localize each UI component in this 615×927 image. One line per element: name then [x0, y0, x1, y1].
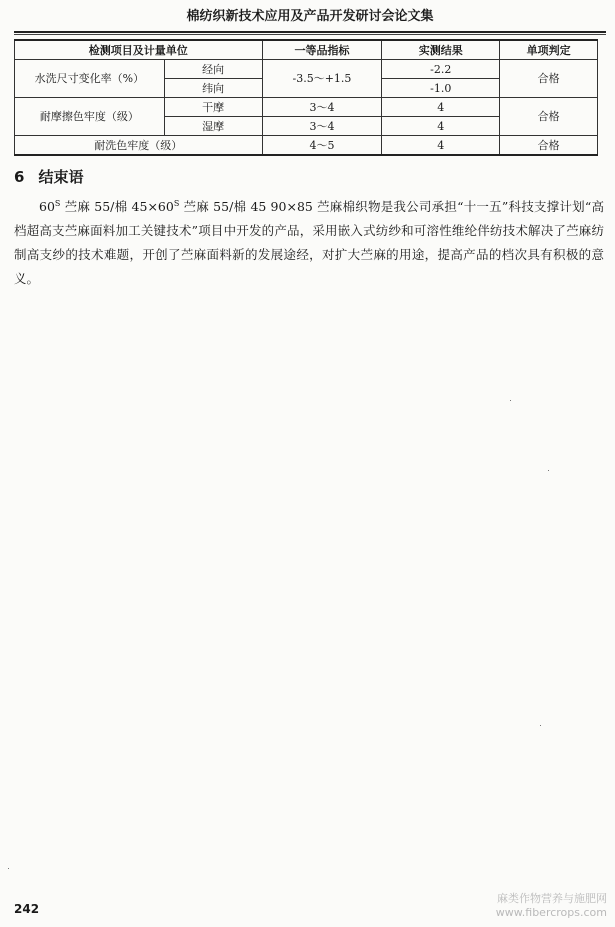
- row-label-wash-size: 水洗尺寸变化率（%）: [15, 60, 165, 98]
- section-number: 6: [14, 168, 25, 186]
- section-heading: [14, 166, 83, 187]
- result-dry: 4: [382, 98, 500, 117]
- sub-label-warp: 经向: [164, 60, 262, 79]
- paragraph-text: 60: [39, 199, 55, 215]
- header-rule: [14, 31, 606, 33]
- row-label-wash-fastness: 耐洗色牢度（级）: [15, 136, 263, 156]
- scan-speck: [510, 400, 511, 401]
- scan-speck: [8, 868, 9, 869]
- sub-label-weft: 纬向: [164, 79, 262, 98]
- standard-dry: 3～4: [262, 98, 382, 117]
- col-header-item: 检测项目及计量单位: [15, 40, 263, 60]
- paragraph-text: 苎麻 55/棉 45×60: [60, 199, 174, 215]
- page-number: 242: [14, 902, 40, 916]
- watermark-line: 麻类作物营养与施肥网: [497, 892, 607, 905]
- header-rule-thin: [14, 34, 606, 35]
- row-label-rub-fastness: 耐摩擦色牢度（级）: [15, 98, 165, 136]
- result-wash-fastness: 4: [382, 136, 500, 156]
- standard-wet: 3～4: [262, 117, 382, 136]
- verdict-wash-fastness: 合格: [500, 136, 598, 156]
- table-row: [15, 98, 598, 117]
- verdict-wash-size: 合格: [500, 60, 598, 98]
- col-header-verdict: 单项判定: [500, 40, 598, 60]
- scan-speck: [540, 725, 541, 726]
- section-title: 结束语: [38, 168, 84, 186]
- standard-wash-size: -3.5～+1.5: [262, 60, 382, 98]
- result-wet: 4: [382, 117, 500, 136]
- watermark-url: www.fibercrops.com: [495, 906, 607, 919]
- table-row: [15, 60, 598, 79]
- sub-label-wet: 湿摩: [164, 117, 262, 136]
- col-header-result: 实测结果: [382, 40, 500, 60]
- paragraph-text: 苎麻 55/棉 45 90×85 苎麻棉织物是我公司承担“十一五”科技支撑计划“高档超高支苎麻面料加工关键技术”项目中开发的产品，采用嵌入式纺纱和可溶性维纶伴纺技术解决了苎麻纺制高支纱的技术难题，开创了苎麻面料新的发展途经，对扩大苎麻的用途，提高产品的档次具有积极的意义。: [14, 199, 604, 287]
- scan-speck: [548, 470, 549, 471]
- result-warp: -2.2: [382, 60, 500, 79]
- watermark: [496, 892, 607, 920]
- table-row: [15, 136, 598, 156]
- result-weft: -1.0: [382, 79, 500, 98]
- test-results-table: [14, 39, 598, 156]
- standard-wash-fastness: 4～5: [262, 136, 382, 156]
- superscript-s: S: [173, 199, 180, 208]
- superscript-s: S: [54, 199, 61, 208]
- col-header-standard: 一等品指标: [262, 40, 382, 60]
- sub-label-dry: 干摩: [164, 98, 262, 117]
- conclusion-paragraph: [14, 192, 604, 291]
- table-header-row: [15, 40, 598, 60]
- running-header: 棉纺织新技术应用及产品开发研讨会论文集: [186, 9, 434, 24]
- verdict-rub-fastness: 合格: [500, 98, 598, 136]
